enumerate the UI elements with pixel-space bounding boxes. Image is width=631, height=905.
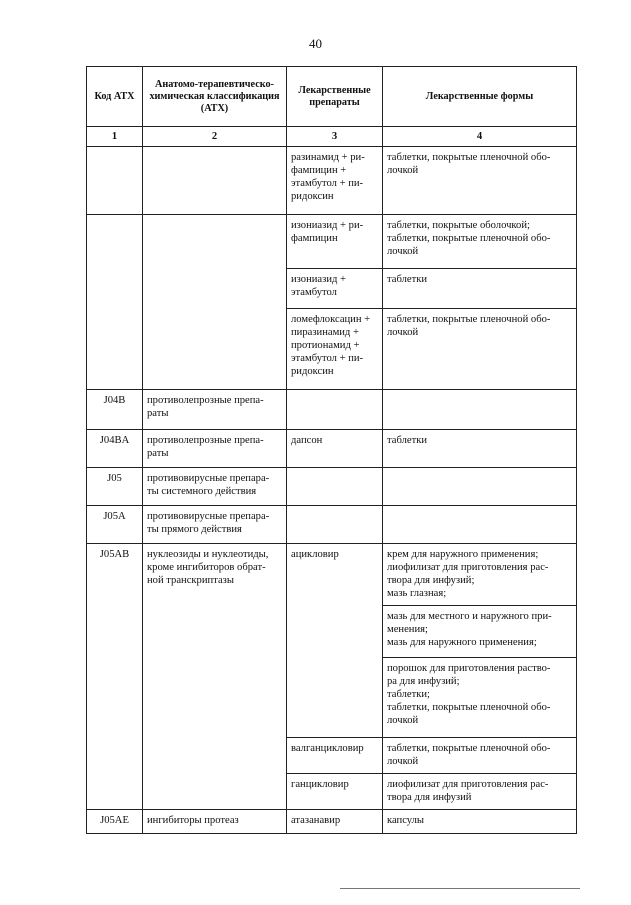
form-cell: таблетки bbox=[383, 430, 577, 468]
header-drugs: Лекарственные препараты bbox=[287, 67, 383, 127]
bottom-divider bbox=[340, 888, 580, 889]
atc-code-cell: J04B bbox=[87, 390, 143, 430]
drug-cell: разинамид + ри- фампицин + этамбутол + пи- ридоксин bbox=[287, 147, 383, 215]
form-cell bbox=[383, 468, 577, 506]
table-row bbox=[87, 215, 577, 269]
table-row bbox=[87, 506, 577, 544]
form-cell bbox=[383, 390, 577, 430]
drug-cell: ацикловир bbox=[287, 544, 383, 738]
page-number: 40 bbox=[309, 36, 322, 51]
column-number-row bbox=[87, 127, 577, 147]
header-dosage-forms: Лекарственные формы bbox=[383, 67, 577, 127]
atc-class-cell: ингибиторы протеаз bbox=[143, 810, 287, 834]
atc-code-cell bbox=[87, 147, 143, 215]
drug-cell bbox=[287, 390, 383, 430]
drug-cell: изониазид + этамбутол bbox=[287, 269, 383, 309]
drug-cell: атазанавир bbox=[287, 810, 383, 834]
atc-code-cell: J05AE bbox=[87, 810, 143, 834]
form-cell bbox=[383, 506, 577, 544]
table-row bbox=[87, 544, 577, 606]
atc-class-cell: противолепрозные препа- раты bbox=[143, 390, 287, 430]
column-number: 2 bbox=[143, 127, 287, 147]
atc-class-cell: противовирусные препара- ты прямого действия bbox=[143, 506, 287, 544]
atc-code-cell: J05AB bbox=[87, 544, 143, 810]
column-number: 4 bbox=[383, 127, 577, 147]
column-number: 1 bbox=[87, 127, 143, 147]
table-row bbox=[87, 390, 577, 430]
form-cell: таблетки, покрытые оболочкой; таблетки, покрытые пленочной обо- лочкой bbox=[383, 215, 577, 269]
drug-cell: ганцикловир bbox=[287, 774, 383, 810]
atc-class-cell: нуклеозиды и нуклеотиды, кроме ингибиторов обрат- ной транскриптазы bbox=[143, 544, 287, 810]
drug-cell: ломефлоксацин + пиразинамид + протионамид + этамбутол + пи- ридоксин bbox=[287, 309, 383, 390]
table-row bbox=[87, 430, 577, 468]
form-cell: таблетки, покрытые пленочной обо- лочкой bbox=[383, 309, 577, 390]
atc-class-cell bbox=[143, 215, 287, 390]
table-row bbox=[87, 147, 577, 215]
atc-code-cell: J05A bbox=[87, 506, 143, 544]
column-number: 3 bbox=[287, 127, 383, 147]
drug-cell: валганцикловир bbox=[287, 738, 383, 774]
drug-cell: дапсон bbox=[287, 430, 383, 468]
drug-cell bbox=[287, 506, 383, 544]
header-row bbox=[87, 67, 577, 127]
form-cell: таблетки, покрытые пленочной обо- лочкой bbox=[383, 147, 577, 215]
form-cell: капсулы bbox=[383, 810, 577, 834]
header-atc-classification: Анатомо-терапевтическо- химическая классификация (АТХ) bbox=[143, 67, 287, 127]
atc-class-cell bbox=[143, 147, 287, 215]
atc-class-cell: противовирусные препара- ты системного действия bbox=[143, 468, 287, 506]
drug-cell: изониазид + ри- фампицин bbox=[287, 215, 383, 269]
atc-class-cell: противолепрозные препа- раты bbox=[143, 430, 287, 468]
form-cell: порошок для приготовления раство- ра для инфузий; таблетки; таблетки, покрытые пленочной обо- лочкой bbox=[383, 658, 577, 738]
atc-code-cell bbox=[87, 215, 143, 390]
drug-cell bbox=[287, 468, 383, 506]
header-atc-code: Код АТХ bbox=[87, 67, 143, 127]
form-cell: лиофилизат для приготовления рас- твора для инфузий bbox=[383, 774, 577, 810]
form-cell: таблетки, покрытые пленочной обо- лочкой bbox=[383, 738, 577, 774]
drug-classification-table bbox=[86, 66, 577, 834]
table-row bbox=[87, 468, 577, 506]
atc-code-cell: J05 bbox=[87, 468, 143, 506]
table-row bbox=[87, 810, 577, 834]
form-cell: таблетки bbox=[383, 269, 577, 309]
form-cell: крем для наружного применения; лиофилизат для приготовления рас- твора для инфузий; мазь глазная; bbox=[383, 544, 577, 606]
form-cell: мазь для местного и наружного при- менения; мазь для наружного применения; bbox=[383, 606, 577, 658]
atc-code-cell: J04BA bbox=[87, 430, 143, 468]
